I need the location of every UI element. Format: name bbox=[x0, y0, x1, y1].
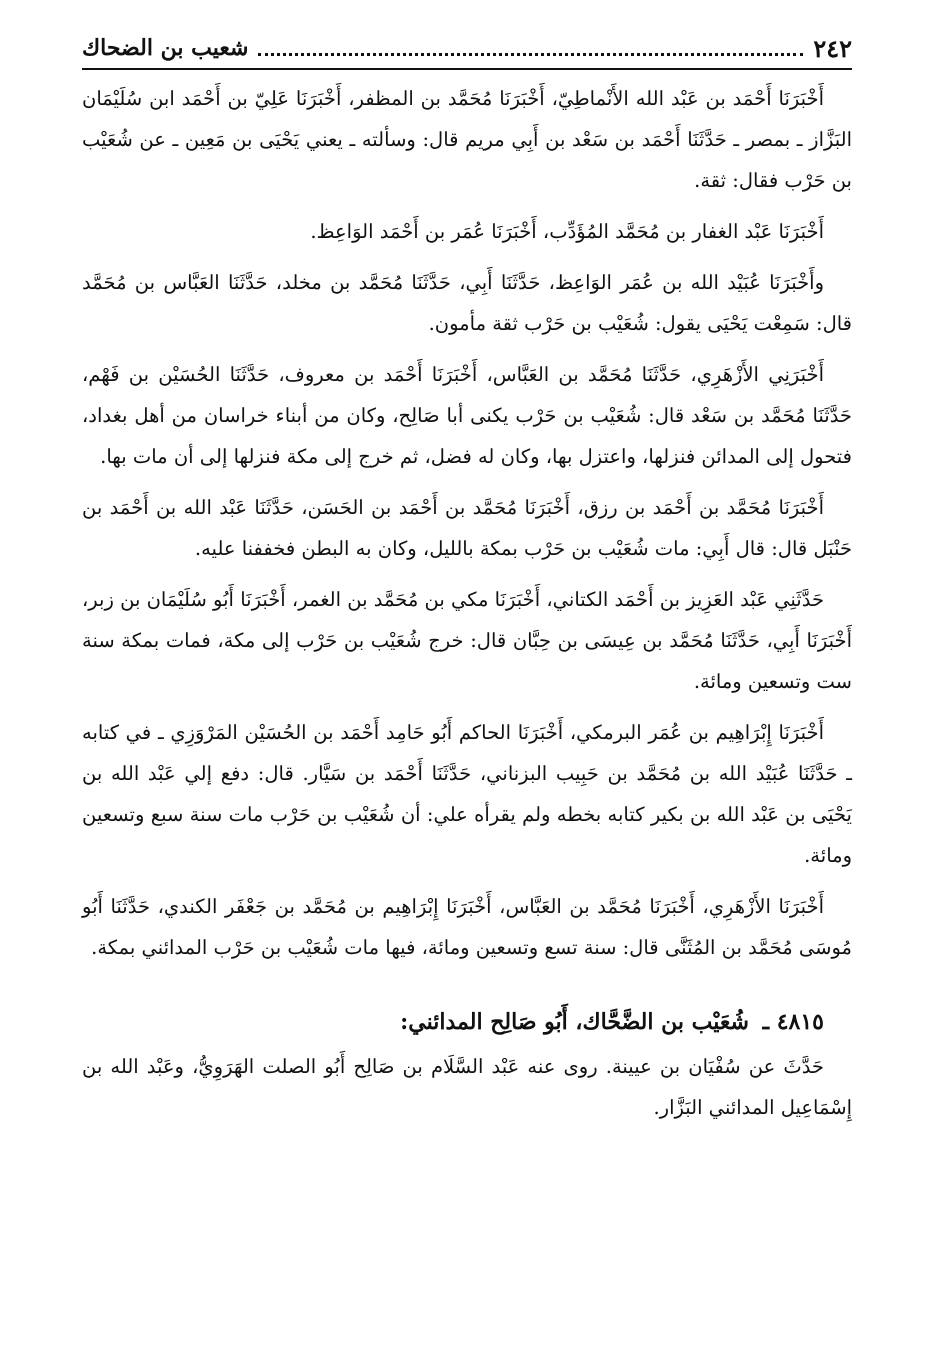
paragraph: أَخْبَرَنَا مُحَمَّد بن أَحْمَد بن رزق، أَخْبَرَنَا مُحَمَّد بن أَحْمَد بن الحَسَن، حَدَّثَنَا عَبْد الله بن أَحْمَد بن حَنْبَل قال: قال أَبِي: مات شُعَيْب بن حَرْب بمكة بالليل، وكان به البطن فخففنا عليه. bbox=[82, 496, 852, 560]
entry-title: شُعَيْب بن الضَّحَّاك، أَبُو صَالِح المدائني: bbox=[400, 1009, 749, 1035]
book-page bbox=[82, 28, 852, 1138]
running-title: شعيب بن الضحاك bbox=[82, 35, 249, 61]
page-header bbox=[82, 28, 852, 70]
paragraph: أَخْبَرَنَا عَبْد الغفار بن مُحَمَّد المُؤَدِّب، أَخْبَرَنَا عُمَر بن أَحْمَد الوَاعِظ. bbox=[310, 220, 824, 243]
entry-number: ٤٨١٥ ـ bbox=[762, 1009, 824, 1035]
paragraph: أَخْبَرَنِي الأَزْهَرِي، حَدَّثَنَا مُحَمَّد بن العَبَّاس، أَخْبَرَنَا أَحْمَد بن معروف، حَدَّثَنَا الحُسَيْن بن فَهْم، حَدَّثَنَا مُحَمَّد بن سَعْد قال: شُعَيْب بن حَرْب يكنى أبا صَالِح، وكان من أبناء خراسان من أهل بغداد، فتحول إلى المدائن فنزلها، واعتزل بها، وكان له فضل، ثم خرج إلى مكة فنزلها إلى أن مات بها. bbox=[82, 363, 852, 468]
paragraph: أَخْبَرَنَا الأَزْهَرِي، أَخْبَرَنَا مُحَمَّد بن العَبَّاس، أَخْبَرَنَا إِبْرَاهِيم بن مُحَمَّد بن جَعْفَر الكندي، حَدَّثَنَا أَبُو مُوسَى مُحَمَّد بن المُثَنَّى قال: سنة تسع وتسعين ومائة، فيها مات شُعَيْب بن حَرْب المدائني بمكة. bbox=[82, 895, 852, 959]
paragraph: وأَخْبَرَنَا عُبَيْد الله بن عُمَر الوَاعِظ، حَدَّثَنَا أَبِي، حَدَّثَنَا مُحَمَّد بن مخلد، حَدَّثَنَا العَبَّاس بن مُحَمَّد قال: سَمِعْت يَحْيَى يقول: شُعَيْب بن حَرْب ثقة مأمون. bbox=[82, 271, 852, 335]
entry-body: حَدَّثَ عن سُفْيَان بن عيينة. روى عنه عَبْد السَّلَام بن صَالِح أَبُو الصلت الهَرَوِيُّ، وعَبْد الله بن إِسْمَاعِيل المدائني البَزَّار. bbox=[82, 1055, 852, 1119]
paragraph: أَخْبَرَنَا إِبْرَاهِيم بن عُمَر البرمكي، أَخْبَرَنَا الحاكم أَبُو حَامِد أَحْمَد بن الحُسَيْن المَرْوَزِي ـ في كتابه ـ حَدَّثَنَا عُبَيْد الله بن مُحَمَّد بن حَبِيب البزناني، حَدَّثَنَا أَحْمَد بن سَيَّار. قال: دفع إلي عَبْد الله بن يَحْيَى بن عَبْد الله بن بكير كتابه بخطه ولم يقرأه علي: أن شُعَيْب بن حَرْب مات سنة سبع وتسعين ومائة. bbox=[82, 721, 852, 867]
paragraph: حَدَّثَنِي عَبْد العَزِيز بن أَحْمَد الكتاني، أَخْبَرَنَا مكي بن مُحَمَّد بن الغمر، أَخْبَرَنَا أَبُو سُلَيْمَان بن زبر، أَخْبَرَنَا أَبِي، حَدَّثَنَا مُحَمَّد بن عِيسَى بن حِبَّان قال: خرج شُعَيْب بن حَرْب إلى مكة، فمات بمكة سنة ست وتسعين ومائة. bbox=[82, 588, 852, 693]
paragraph: أَخْبَرَنَا أَحْمَد بن عَبْد الله الأَنْماطِيّ، أَخْبَرَنَا مُحَمَّد بن المظفر، أَخْبَرَنَا عَلِيّ بن أَحْمَد ابن سُلَيْمَان البَزَّاز ـ بمصر ـ حَدَّثَنَا أَحْمَد بن سَعْد بن أَبِي مريم قال: وسألته ـ يعني يَحْيَى بن مَعِين ـ عن شُعَيْب بن حَرْب فقال: ثقة. bbox=[82, 87, 852, 192]
entry-heading bbox=[82, 1002, 852, 1042]
page-number: ٢٤٢ bbox=[813, 33, 852, 63]
dotted-leader bbox=[258, 41, 803, 56]
